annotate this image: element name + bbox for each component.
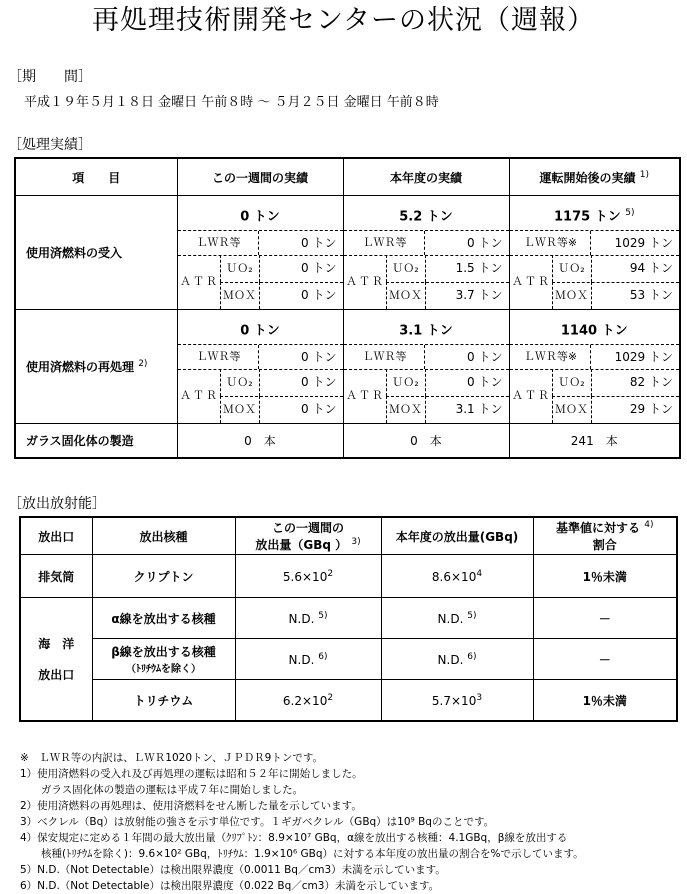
uo2-value: 0 トン (301, 261, 337, 275)
exhaust-ratio: 1％未満 (533, 555, 677, 598)
uo2-label: ＵＯ₂ (386, 369, 426, 396)
total-amount: 5.2 トン (344, 196, 509, 231)
tritium-week: $6.2\times 10^2$ (235, 680, 381, 722)
glass-row (15, 424, 680, 458)
breakdown (178, 345, 343, 423)
lwr-value: 0 トン (467, 350, 503, 364)
glass-total: 241 本 (509, 424, 680, 458)
exhaust-outlet: 排気筒 (20, 555, 92, 598)
breakdown-cell (177, 310, 343, 424)
beta-week: N.D. $^{6)}$ (235, 639, 381, 680)
receipt-label: 使用済燃料の受入 (15, 196, 177, 310)
period-text: 平成１９年５月１８日 金曜日 午前８時 ～ ５月２５日 金曜日 午前８時 (24, 95, 439, 110)
uo2-value: 0 トン (467, 375, 503, 389)
lwr-row (178, 231, 343, 256)
breakdown (510, 345, 680, 423)
lwr-value: 0 トン (467, 236, 503, 250)
footnote-line: 核種(ﾄﾘﾁｳﾑを除く)：9.6×10² GBq，ﾄﾘﾁｳﾑ：1.9×10⁶ GBq）に対する本年度の放出量の割合を%で示しています。 (20, 848, 584, 860)
atr-label: ＡＴＲ (180, 389, 219, 402)
mox-row (220, 396, 343, 423)
mox-value: 29 トン (629, 402, 673, 416)
uo2-row (220, 369, 343, 397)
uo2-row (386, 369, 509, 397)
header-ratio: 基準値に対する $^{4)}$ 割合 (533, 517, 677, 555)
uo2-value: 94 トン (629, 261, 673, 275)
uo2-label: ＵＯ₂ (386, 255, 426, 282)
breakdown (344, 231, 509, 309)
exhaust-week: $5.6\times 10^2$ (235, 555, 381, 598)
mox-value: 0 トン (301, 402, 337, 416)
reprocessing-label: 使用済燃料の再処理 $^{2)}$ (15, 310, 177, 424)
mox-label: ＭＯＸ (552, 282, 592, 309)
beta-row (20, 639, 677, 680)
breakdown (344, 345, 509, 423)
lwr-row (344, 345, 509, 370)
footnote-line: 2）使用済燃料の再処理は、使用済燃料をせん断した量を示しています。 (20, 800, 362, 812)
mox-row (386, 282, 509, 309)
tritium-ratio: 1％未満 (533, 680, 677, 722)
page-title: 再処理技術開発センターの状況（週報） (92, 5, 595, 36)
uo2-row (386, 255, 509, 283)
exhaust-year: $8.6\times 10^4$ (381, 555, 533, 598)
lwr-label: ＬＷＲ等※ (512, 345, 591, 369)
tritium-year: $5.7\times 10^3$ (381, 680, 533, 722)
lwr-label: ＬＷＲ等 (180, 345, 259, 369)
alpha-ratio: － (533, 598, 677, 639)
processing-section-label: ［処理実績］ (8, 137, 92, 153)
alpha-year: N.D. $^{5)}$ (381, 598, 533, 639)
footnote-line: 3）ベクレル（Bq）は放射能の強さを示す単位です。１ギガベクレル（GBq）は10⁹ Bqのことです。 (20, 816, 495, 828)
header-year: 本年度の実績 (343, 158, 509, 196)
emissions-section-label: ［放出放射能］ (8, 496, 106, 512)
mox-label: ＭＯＸ (386, 396, 426, 423)
footnote-marker: 2) (138, 359, 148, 369)
lwr-row (344, 231, 509, 256)
alpha-week: N.D. $^{5)}$ (235, 598, 381, 639)
exhaust-row (20, 555, 677, 598)
glass-year: 0 本 (343, 424, 509, 458)
lwr-row (510, 231, 680, 256)
footnote-line: 4）保安規定に定める１年間の最大放出量（ｸﾘﾌﾟﾄﾝ：8.9×10⁷ GBq，α線を放出する核種：4.1GBq，β線を放出する (20, 832, 568, 844)
header-week: この一週間の実績 (177, 158, 343, 196)
footnote-marker: 1) (639, 169, 649, 180)
lwr-label: ＬＷＲ等 (180, 231, 259, 255)
uo2-label: ＵＯ₂ (552, 255, 592, 282)
mox-value: 3.7 トン (455, 288, 503, 302)
mox-row (552, 396, 680, 423)
atr-label: ＡＴＲ (512, 275, 551, 288)
glass-label: ガラス固化体の製造 (15, 424, 177, 458)
header-nuclide: 放出核種 (92, 517, 235, 555)
mox-label: ＭＯＸ (386, 282, 426, 309)
receipt-row (15, 196, 680, 310)
tritium-nuclide: トリチウム (92, 680, 235, 722)
breakdown (178, 231, 343, 309)
total-amount: 0 トン (178, 310, 343, 345)
header-item: 項 目 (15, 158, 177, 196)
uo2-row (552, 255, 680, 283)
header-total: 運転開始後の実績 $^{1)}$ (509, 158, 680, 196)
breakdown-cell (509, 310, 680, 424)
beta-year: N.D. $^{6)}$ (381, 639, 533, 680)
alpha-row (20, 598, 677, 639)
reprocessing-row (15, 310, 680, 424)
uo2-label: ＵＯ₂ (552, 369, 592, 396)
total-amount: 3.1 トン (344, 310, 509, 345)
atr-label: ＡＴＲ (346, 275, 385, 288)
mox-value: 53 トン (629, 288, 673, 302)
breakdown (510, 231, 680, 309)
uo2-row (220, 255, 343, 283)
uo2-value: 1.5 トン (455, 261, 503, 275)
header-year-emission: 本年度の放出量(GBq) (381, 517, 533, 555)
breakdown-cell (343, 196, 509, 310)
uo2-value: 0 トン (301, 375, 337, 389)
atr-label: ＡＴＲ (346, 389, 385, 402)
emissions-header-row (20, 517, 677, 555)
uo2-row (552, 369, 680, 397)
period-section-label: ［期 間］ (8, 69, 92, 85)
uo2-label: ＵＯ₂ (220, 369, 260, 396)
mox-row (386, 396, 509, 423)
footnote-line: ※ ＬＷＲ等の内訳は、ＬＷＲ1020トン、ＪＰＤＲ9トンです。 (20, 752, 324, 764)
mox-label: ＭＯＸ (552, 396, 592, 423)
lwr-label: ＬＷＲ等 (346, 231, 425, 255)
footnote-marker: 5) (625, 208, 635, 218)
breakdown-cell (177, 196, 343, 310)
mox-row (552, 282, 680, 309)
mox-value: 0 トン (301, 288, 337, 302)
emissions-table (19, 516, 678, 722)
mox-row (220, 282, 343, 309)
lwr-row (510, 345, 680, 370)
beta-ratio: － (533, 639, 677, 680)
total-amount: 1175 トン $^{5)}$ (510, 196, 680, 231)
ocean-outlet: 海 洋 放出口 (20, 598, 92, 722)
mox-label: ＭＯＸ (220, 396, 260, 423)
lwr-label: ＬＷＲ等 (346, 345, 425, 369)
processing-header-row (15, 158, 680, 196)
mox-value: 3.1 トン (455, 402, 503, 416)
footnote-line: 6）N.D.（Not Detectable）は検出限界濃度（0.022 Bq／cm3）未満を示しています。 (20, 880, 440, 892)
lwr-value: 1029 トン (614, 350, 673, 364)
uo2-label: ＵＯ₂ (220, 255, 260, 282)
footnote-line: 1）使用済燃料の受入れ及び再処理の運転は昭和５２年に開始しました。 (20, 768, 363, 780)
header-week-emission: この一週間の 放出量（GBq ） $^{3)}$ (235, 517, 381, 555)
lwr-value: 0 トン (301, 236, 337, 250)
processing-table (14, 157, 681, 459)
header-outlet: 放出口 (20, 517, 92, 555)
exhaust-nuclide: クリプトン (92, 555, 235, 598)
total-amount: 1140 トン (510, 310, 680, 345)
total-amount: 0 トン (178, 196, 343, 231)
lwr-value: 0 トン (301, 350, 337, 364)
footnote-line: 5）N.D.（Not Detectable）は検出限界濃度（0.0011 Bq／cm3）未満を示しています。 (20, 864, 446, 876)
footnote-line: ガラス固化体の製造の運転は平成７年に開始しました。 (20, 784, 304, 796)
breakdown-cell (343, 310, 509, 424)
alpha-nuclide: α線を放出する核種 (92, 598, 235, 639)
mox-label: ＭＯＸ (220, 282, 260, 309)
lwr-label: ＬＷＲ等※ (512, 231, 591, 255)
lwr-row (178, 345, 343, 370)
uo2-value: 82 トン (629, 375, 673, 389)
atr-label: ＡＴＲ (512, 389, 551, 402)
footnotes (20, 750, 680, 894)
lwr-value: 1029 トン (614, 236, 673, 250)
breakdown-cell (509, 196, 680, 310)
tritium-row (20, 680, 677, 722)
beta-nuclide: β線を放出する核種 （ﾄﾘﾁｳﾑを除く） (92, 639, 235, 680)
atr-label: ＡＴＲ (180, 275, 219, 288)
glass-week: 0 本 (177, 424, 343, 458)
